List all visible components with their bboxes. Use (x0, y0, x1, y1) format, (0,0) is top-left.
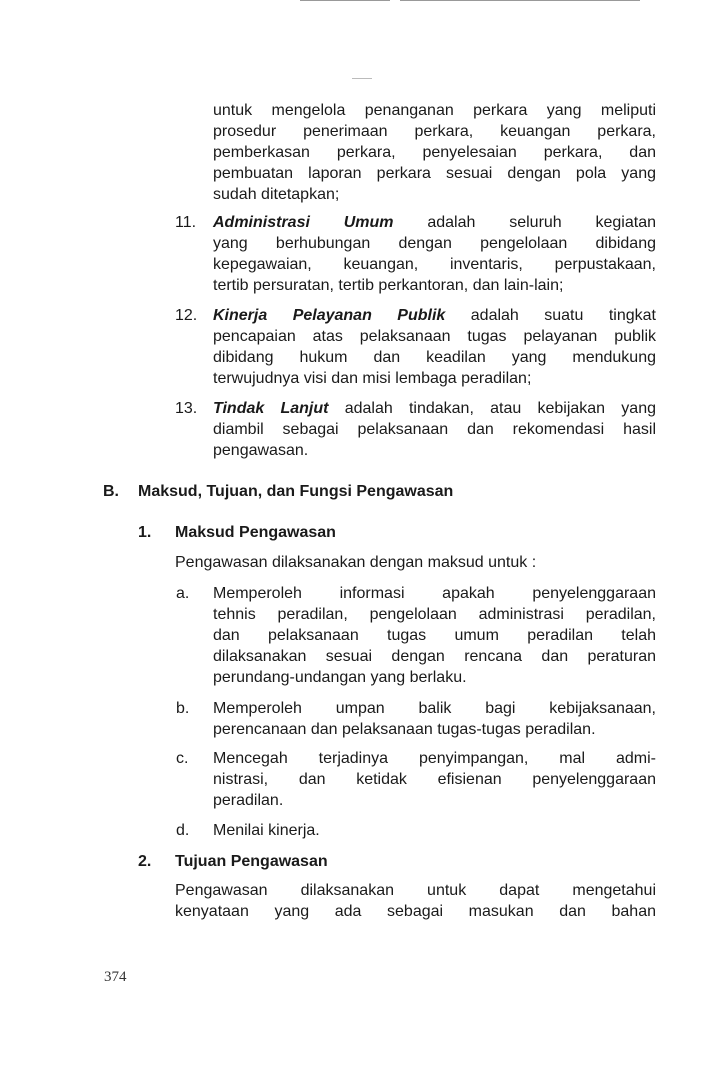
text-line: dilaksanakan sesuai dengan rencana dan peraturan (213, 648, 656, 665)
text-line: diambil sebagai pelaksanaan dan rekomendasi hasil (213, 421, 656, 438)
scan-speck (352, 78, 372, 79)
definition-text: adalah tindakan, atau kebijakan yang (344, 400, 656, 417)
scan-edge-line (400, 0, 640, 1)
definition-item (213, 212, 656, 296)
text-line: sudah ditetapkan; (213, 186, 340, 203)
list-letter: b. (176, 700, 190, 717)
definition-term: Tindak Lanjut (213, 400, 329, 417)
list-item (213, 583, 656, 688)
definition-number: 13. (175, 400, 198, 417)
list-item (213, 698, 656, 740)
definition-number: 11. (175, 214, 197, 231)
text-line: yang berhubungan dengan pengelolaan dibidang (213, 235, 656, 252)
list-item (213, 820, 656, 841)
text-line: untuk mengelola penanganan perkara yang meliputi (213, 102, 656, 119)
text-line: nistrasi, dan ketidak efisienan penyelenggaraan (213, 771, 656, 788)
text-line: prosedur penerimaan perkara, keuangan perkara, (213, 123, 656, 140)
text-line: pengawasan. (213, 442, 309, 459)
definition-first-line (213, 212, 656, 233)
list-letter: a. (176, 585, 190, 602)
subsection-number: 1. (138, 524, 152, 541)
text-line: kenyataan yang ada sebagai masukan dan bahan (175, 903, 656, 920)
page-number: 374 (104, 969, 127, 985)
text-line: pencapaian atas pelaksanaan tugas pelayanan publik (213, 328, 656, 345)
subsection-heading: Tujuan Pengawasan (175, 853, 328, 870)
subsection-heading: Maksud Pengawasan (175, 524, 336, 541)
subsection-intro: Pengawasan dilaksanakan dengan maksud untuk : (175, 554, 537, 571)
text-line: Pengawasan dilaksanakan untuk dapat mengetahui (175, 882, 656, 899)
definition-number: 12. (175, 307, 198, 324)
subsection-number: 2. (138, 853, 152, 870)
text-line: Mencegah terjadinya penyimpangan, mal admi- (213, 750, 656, 767)
text-line: Memperoleh umpan balik bagi kebijaksanaan, (213, 700, 656, 717)
text-line: dibidang hukum dan keadilan yang mendukung (213, 349, 656, 366)
definition-first-line (213, 305, 656, 326)
text-line: dan pelaksanaan tugas umum peradilan telah (213, 627, 656, 644)
text-line: tertib persuratan, tertib perkantoran, dan lain-lain; (213, 277, 564, 294)
definition-item (213, 305, 656, 389)
text-line: kepegawaian, keuangan, inventaris, perpustakaan, (213, 256, 656, 273)
section-heading: Maksud, Tujuan, dan Fungsi Pengawasan (138, 483, 454, 500)
list-item (213, 748, 656, 811)
text-line: tehnis peradilan, pengelolaan administrasi peradilan, (213, 606, 656, 623)
text-line: terwujudnya visi dan misi lembaga peradilan; (213, 370, 532, 387)
scan-edge-line (300, 0, 390, 1)
definition-term: Administrasi Umum (213, 214, 394, 231)
section-letter: B. (103, 483, 119, 500)
subsection-paragraph (175, 880, 656, 922)
text-line: perencanaan dan pelaksanaan tugas-tugas peradilan. (213, 721, 596, 738)
text-line: Memperoleh informasi apakah penyelenggaraan (213, 585, 656, 602)
definition-term: Kinerja Pelayanan Publik (213, 307, 446, 324)
text-line: pemberkasan perkara, penyelesaian perkara, dan (213, 144, 656, 161)
text-line: pembuatan laporan perkara sesuai dengan pola yang (213, 165, 656, 182)
text-line: peradilan. (213, 792, 284, 809)
text-line: Menilai kinerja. (213, 822, 320, 839)
list-letter: c. (176, 750, 189, 767)
definition-first-line (213, 398, 656, 419)
list-letter: d. (176, 822, 190, 839)
definition-text: adalah seluruh kegiatan (427, 214, 656, 231)
text-line: perundang-undangan yang berlaku. (213, 669, 467, 686)
continuation-paragraph (213, 100, 656, 205)
definition-text: adalah suatu tingkat (470, 307, 656, 324)
definition-item (213, 398, 656, 461)
